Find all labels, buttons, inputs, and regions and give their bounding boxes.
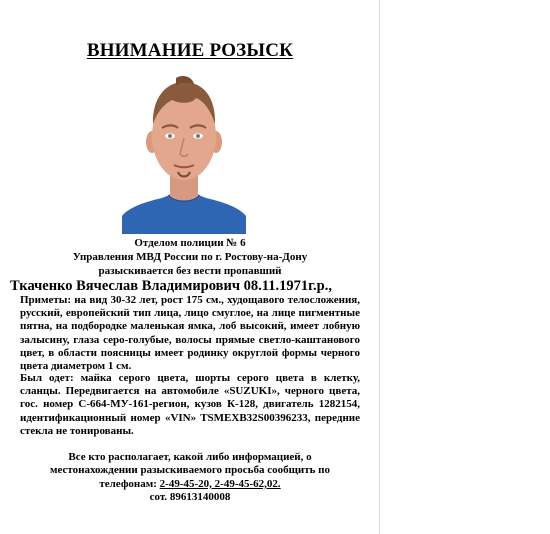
- administration-line: Управления МВД России по г. Ростову-на-Дону: [72, 251, 308, 263]
- distinguishing-features-paragraph: Приметы: на вид 30-32 лет, рост 175 см., худощавого телосложения, русский, европейский тип лица, лицо смуглое, на лице пигментные пятна, на подбородке маленькая ямка, лоб высокий, имеет лобную залысину, глаза серо-голубые, волосы прямые светло-каштанового цвет, в области поясницы имеет родинку округлой формы черного цвета диаметром 1 см.: [20, 294, 360, 373]
- phones-label: телефонам:: [99, 477, 160, 490]
- appeal-line-1: Все кто располагает, какой либо информацией, о: [68, 451, 312, 463]
- person-name: Ткаченко Вячеслав Владимирович 08.11.1971г.р.,: [10, 278, 332, 294]
- phones-line: [20, 478, 360, 491]
- police-department-line: Отделом полиции № 6: [134, 237, 246, 249]
- appeal-line-2: местонахождении разыскиваемого просьба сообщить по: [49, 464, 331, 477]
- clothing-and-vehicle-paragraph: Был одет: майка серого цвета, шорты серого цвета в клетку, сланцы. Передвигается на автомобиле «SUZUKI», черного цвета, гос. номер С-664-МУ-161-регион, кузов К-128, двигатель 1282154, идентификационный номер «VIN» TSMEXB32S00396233, передние стекла не тонированы.: [20, 372, 360, 437]
- phone-numbers: 2-49-45-20, 2-49-45-62,02.: [159, 477, 281, 490]
- contact-appeal: [20, 451, 360, 505]
- mobile-phone: сот. 89613140008: [149, 491, 231, 504]
- missing-person-photo: [122, 74, 246, 234]
- missing-status-line: разыскивается без вести пропавший: [98, 265, 282, 277]
- poster-heading: ВНИМАНИЕ РОЗЫСК: [86, 40, 294, 61]
